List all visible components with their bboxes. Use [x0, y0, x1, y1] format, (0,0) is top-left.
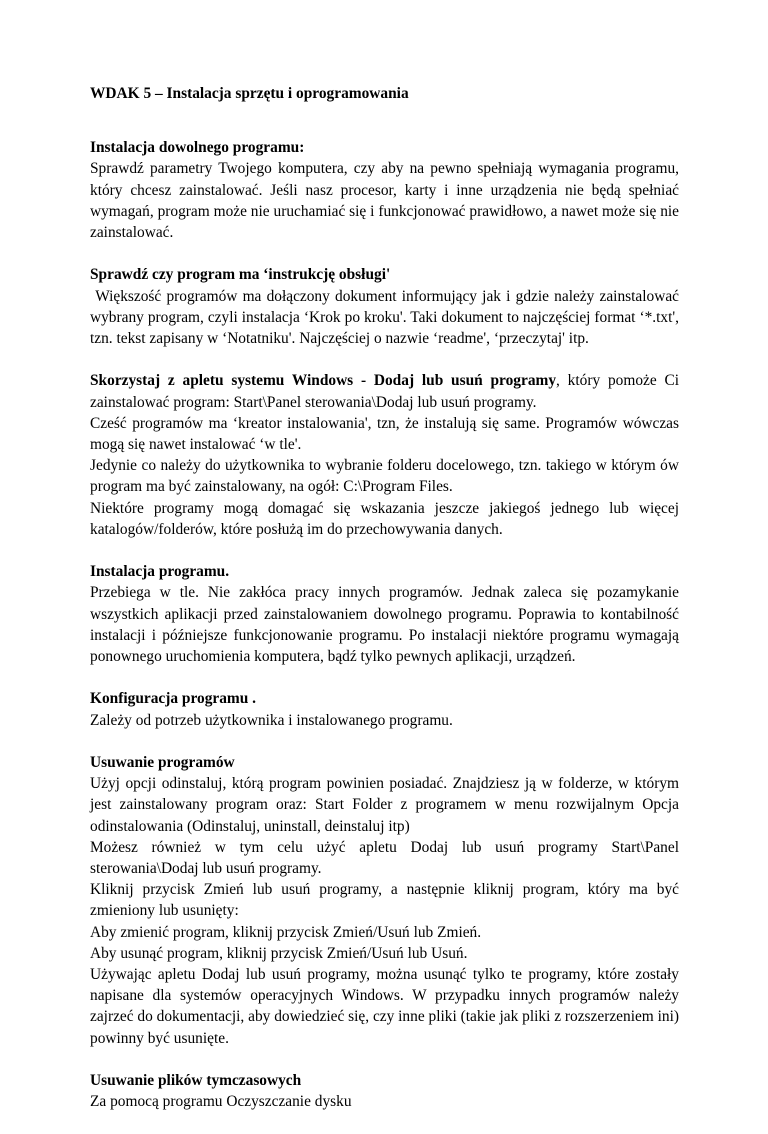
section-check-manual [90, 264, 683, 349]
section-windows-applet [90, 370, 679, 540]
paragraph: Aby usunąć program, kliknij przycisk Zmień/Usuń lub Usuń. [90, 944, 468, 962]
paragraph [90, 286, 683, 350]
paragraph: Jedynie co należy do użytkownika to wybranie folderu docelowego, tzn. takiego w którym ów program ma być zainstalowany, na ogół: C:\Program Files. [90, 457, 679, 496]
section-program-configuration [90, 688, 679, 730]
paragraph: Użyj opcji odinstaluj, którą program powinien posiadać. Znajdziesz ją w folderze, w którym jest zainstalowany program oraz: Start Folder z programem w menu rozwijalnym Opcja odinstalowania (Odinstaluj, uninstall, deinstaluj itp) [90, 775, 679, 835]
document-page [90, 83, 683, 1134]
paragraph: Zależy od potrzeb użytkownika i instalowanego programu. [90, 711, 453, 729]
section-heading-inline: Skorzystaj z apletu systemu Windows - Dodaj lub usuń programy [90, 372, 557, 390]
paragraph: Możesz również w tym celu użyć apletu Dodaj lub usuń programy Start\Panel sterowania\Dodaj lub usuń programy. [90, 838, 679, 878]
section-heading: Instalacja dowolnego programu: [90, 139, 305, 157]
paragraph: Aby zmienić program, kliknij przycisk Zmień/Usuń lub Zmień. [90, 923, 482, 941]
section-install-any-program [90, 137, 679, 243]
paragraph: Używając apletu Dodaj lub usuń programy, można usunąć tylko te programy, które zostały napisane dla systemów operacyjnych Windows. W przypadku innych programów należy zajrzeć do dokumentacji, aby dowiedzieć się, czy inne pliki (takie jak pliki z rozszerzeniem ini) powinny być usunięte. [90, 966, 679, 1047]
section-removing-programs [90, 752, 679, 1049]
paragraph: Kliknij przycisk Zmień lub usuń programy, a następnie kliknij program, który ma być zmieniony lub usunięty: [90, 881, 679, 920]
paragraph: Przebiega w tle. Nie zakłóca pracy innych programów. Jednak zaleca się pozamykanie wszystkich aplikacji przed zainstalowaniem dowolnego programu. Poprawia to kontabilność instalacji i późniejsze funkcjonowanie programu. Po instalacji niektóre programu wymagają ponownego uruchomienia komputera, bądź tylko pewnych aplikacji, urządzeń. [90, 584, 679, 666]
section-heading: Instalacja programu. [90, 563, 230, 581]
section-heading: Sprawdź czy program ma ‘instrukcję obsługi' [90, 266, 391, 284]
paragraph-with-heading [90, 370, 679, 412]
document-title: WDAK 5 – Instalacja sprzętu i oprogramowania [90, 85, 409, 102]
paragraph: Sprawdź parametry Twojego komputera, czy aby na pewno spełniają wymagania programu, który chcesz zainstalować. Jeśli nasz procesor, karty i inne urządzenia nie będą spełniać wymagań, program może nie uruchamiać się i funkcjonować prawidłowo, a nawet może się nie zainstalować. [90, 160, 679, 242]
paragraph-text: Większość programów ma dołączony dokument informujący jak i gdzie należy zainstalować wybrany program, czyli instalacja ‘Krok po kroku'. Taki dokument to najczęściej format ‘*.txt', tzn. tekst zapisany w ‘Notatniku'. Najczęściej o nazwie ‘readme', ‘przeczytaj' itp. [90, 287, 683, 348]
paragraph: Za pomocą programu Oczyszczanie dysku [90, 1093, 352, 1111]
paragraph: Cześć programów ma ‘kreator instalowania', tzn, że instalują się same. Programów wówczas mogą się nawet instalować ‘w tle'. [90, 414, 679, 454]
paragraph: Niektóre programy mogą domagać się wskazania jeszcze jakiegoś jednego lub więcej katalogów/folderów, które posłużą im do przechowywania danych. [90, 499, 679, 538]
heading-tail-text: , który pomoże Ci zainstalować program: Start\Panel sterowania\Dodaj lub usuń programy. [90, 372, 680, 411]
section-heading: Usuwanie programów [90, 754, 235, 772]
section-program-installation [90, 561, 679, 667]
section-heading: Konfiguracja programu . [90, 690, 257, 708]
section-heading: Usuwanie plików tymczasowych [90, 1072, 302, 1090]
section-removing-temp-files [90, 1070, 679, 1112]
